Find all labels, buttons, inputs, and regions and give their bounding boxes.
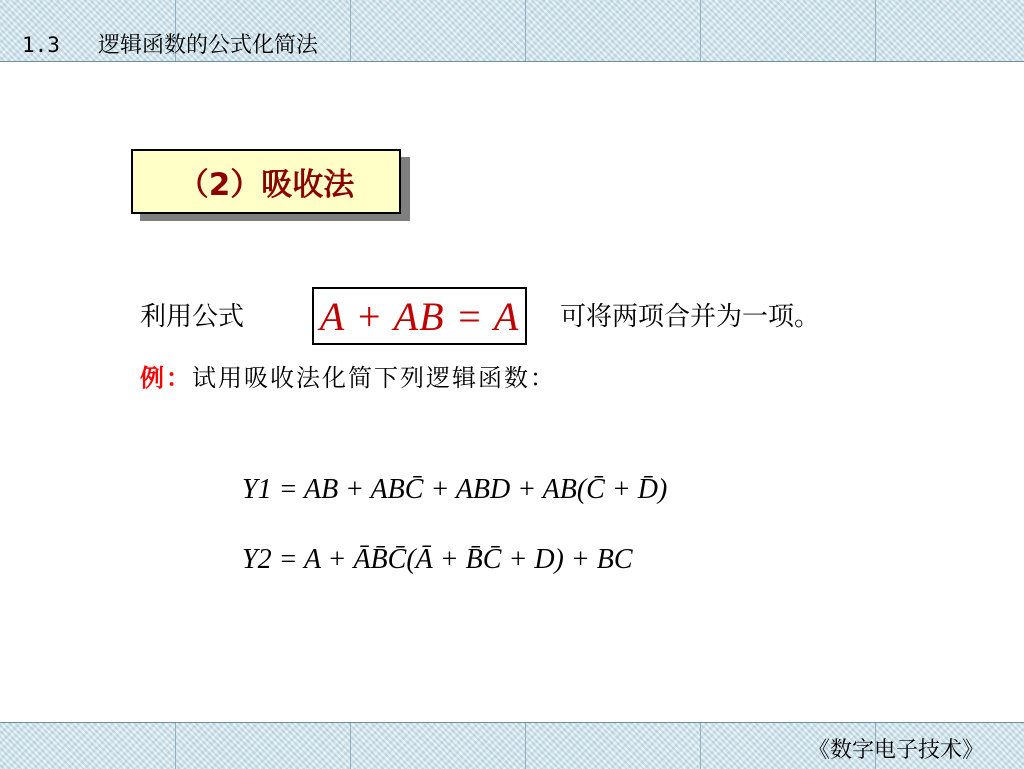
- formula-box: [312, 287, 527, 345]
- example-line: [140, 358, 556, 393]
- header-strip-divider: [875, 0, 876, 61]
- section-title: [22, 28, 352, 63]
- equation-2: Y2 = A + ĀB̄C̄(Ā + B̄C̄ + D) + BC: [242, 544, 633, 575]
- example-label: 例：: [140, 363, 192, 392]
- section-title-text: 逻辑函数的公式化简法: [97, 33, 318, 58]
- method-title-box: [131, 149, 401, 214]
- footer-strip-divider: [525, 723, 526, 769]
- header-strip-divider: [700, 0, 701, 61]
- section-number: 1.3: [22, 33, 60, 57]
- tail-text: 可将两项合并为一项。: [560, 302, 821, 332]
- footer-book-title: 《数字电子技术》: [807, 738, 984, 763]
- equation-1: Y1 = AB + ABC̄ + ABD + AB(C̄ + D̄): [242, 474, 668, 505]
- example-text: 试用吸收法化简下列逻辑函数：: [192, 364, 556, 392]
- lead-text: 利用公式: [140, 302, 245, 332]
- footer-strip-divider: [350, 723, 351, 769]
- method-title: （2）吸收法: [177, 167, 355, 203]
- footer-strip-divider: [175, 723, 176, 769]
- header-strip-divider: [525, 0, 526, 61]
- footer-strip-divider: [700, 723, 701, 769]
- formula: A + AB = A: [319, 293, 520, 339]
